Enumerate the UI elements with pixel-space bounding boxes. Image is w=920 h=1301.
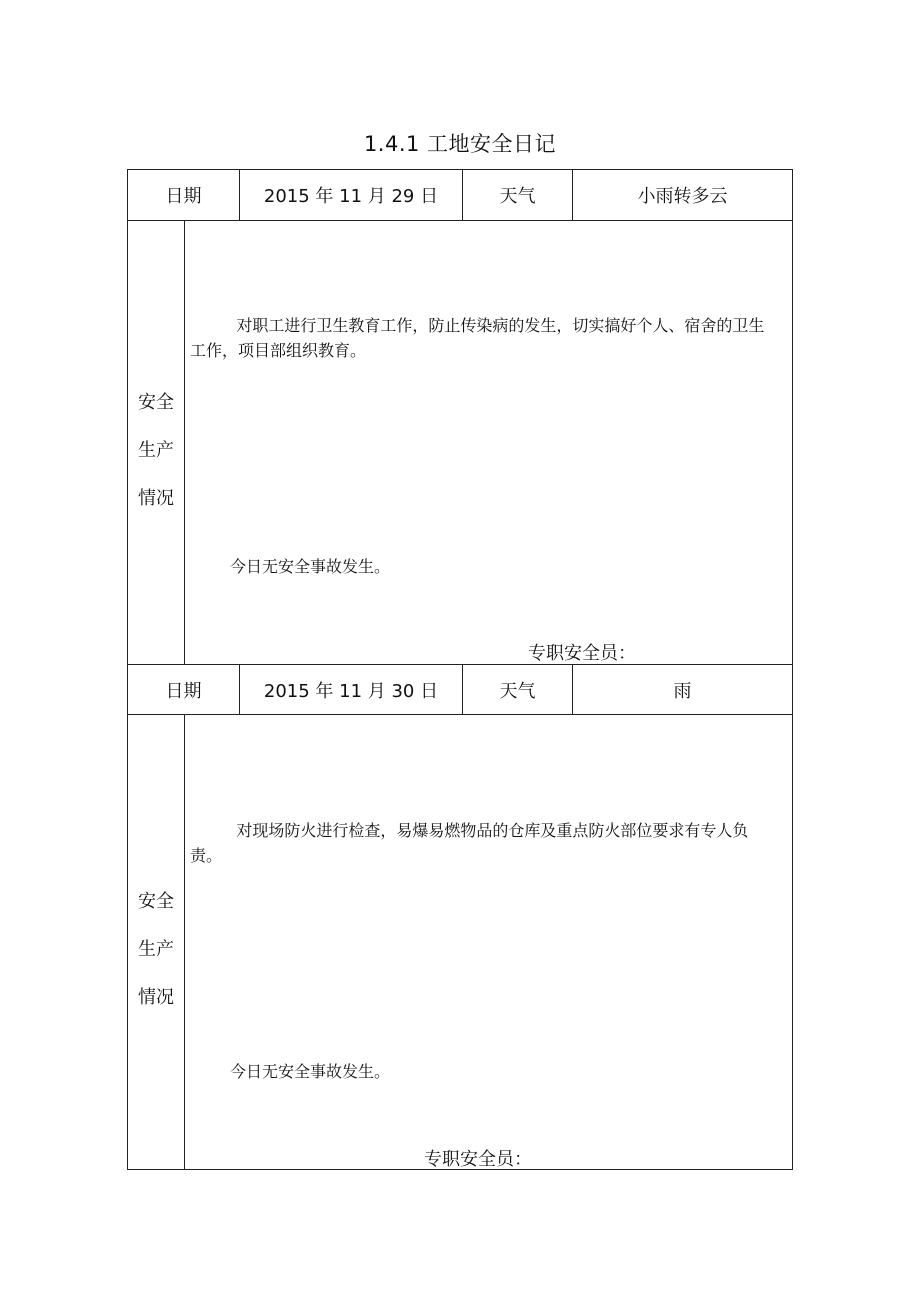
date-value: 2015 年 11 月 29 日 [263, 186, 439, 207]
section-label-line: 生产 [138, 939, 174, 960]
date-value: 2015 年 11 月 30 日 [263, 680, 439, 702]
col-divider [184, 714, 185, 1170]
safety-content: 对现场防火进行检查，易爆易燃物品的仓库及重点防火部位要求有专人负责。 [190, 821, 749, 865]
section-label [128, 878, 184, 1022]
weather-label: 天气 [499, 680, 536, 702]
section-label-line: 安全 [138, 392, 174, 413]
weather-label: 天气 [499, 186, 536, 207]
no-accident-note: 今日无安全事故发生。 [230, 1062, 391, 1081]
safety-officer-signature: 专职安全员： [424, 1149, 532, 1170]
section-label-line: 生产 [138, 440, 174, 461]
section-label-line: 安全 [138, 891, 174, 912]
no-accident-note: 今日无安全事故发生。 [230, 557, 391, 576]
section-label-line: 情况 [138, 987, 174, 1008]
safety-officer-signature: 专职安全员： [528, 643, 636, 664]
table-border-right [792, 169, 793, 1170]
col-divider [184, 220, 185, 665]
weather-value: 雨 [673, 680, 692, 702]
section-label [128, 379, 184, 523]
weather-value: 小雨转多云 [637, 186, 728, 207]
date-label: 日期 [165, 186, 202, 207]
safety-content: 对职工进行卫生教育工作，防止传染病的发生，切实搞好个人、宿舍的卫生工作，项目部组织教育。 [190, 316, 765, 360]
page-title: 1.4.1 工地安全日记 [363, 132, 557, 156]
date-label: 日期 [165, 680, 202, 702]
row-divider [127, 220, 793, 221]
row-divider [127, 714, 793, 715]
section-label-line: 情况 [138, 488, 174, 509]
